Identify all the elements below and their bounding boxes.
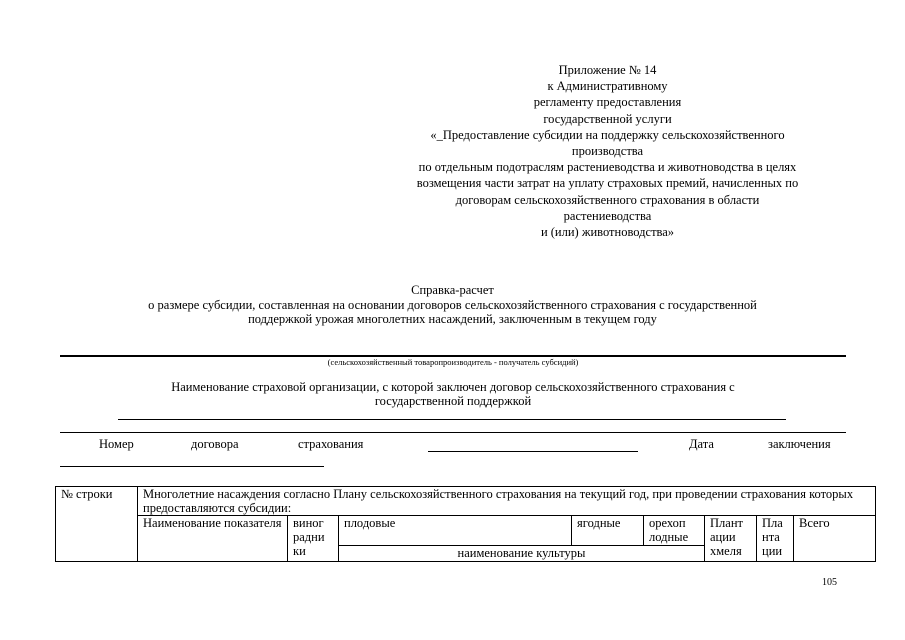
hops-plantations-header: Плант ации хмеля (705, 516, 757, 562)
berry-header: ягодные (572, 516, 644, 546)
subsidy-table (55, 486, 876, 562)
annex-header (370, 62, 845, 240)
annex-line: Приложение № 14 (558, 63, 657, 77)
contract-word-date: Дата (689, 437, 714, 451)
recipient-caption: (сельскохозяйственный товаропроизводитель - получатель субсидий) (327, 357, 579, 367)
fruit-header: плодовые (339, 516, 572, 546)
insurer-label (60, 381, 846, 408)
insurer-fill-line (118, 419, 786, 420)
certificate-subtitle-line: о размере субсидии, составленная на основании договоров сельскохозяйственного страхования с государственной (148, 297, 757, 312)
crop-name-header: наименование культуры (339, 546, 705, 562)
contract-date-fill-line (60, 466, 324, 467)
annex-line: регламенту предоставления (533, 95, 682, 110)
plantations-header: Пла нта ции (757, 516, 794, 562)
contract-word-number: Номер (99, 437, 134, 451)
vineyards-header: виног радни ки (288, 516, 339, 562)
annex-line: к Административному (547, 79, 668, 94)
annex-line: по отдельным подотраслям растениеводства и животноводства в целях (418, 160, 797, 175)
perennial-plantings-header: Многолетние насаждения согласно Плану сельскохозяйственного страхования на текущий год, при проведении страхования которых предоставляются субсидии: (138, 487, 876, 516)
contract-word-insurance: страхования (298, 437, 364, 451)
total-header: Всего (794, 516, 876, 562)
insurer-label-line: государственной поддержкой (374, 393, 532, 408)
certificate-title-block (40, 283, 865, 327)
certificate-subtitle-line: поддержкой урожая многолетних насаждений, заключенным в текущем году (248, 312, 657, 326)
insurer-label-line: Наименование страховой организации, с которой заключен договор сельскохозяйственного страхования с (171, 380, 735, 394)
annex-line: растениеводства (563, 208, 652, 223)
annex-line: производства (571, 144, 644, 159)
annex-line: возмещения части затрат на уплату страховых премий, начисленных по (416, 176, 799, 191)
annex-line: «_Предоставление субсидии на поддержку сельскохозяйственного (430, 127, 785, 142)
contract-number-fill-line (428, 451, 638, 452)
page-number: 105 (822, 577, 837, 588)
contract-word-conclusion: заключения (768, 437, 831, 451)
annex-line: и (или) животноводства» (540, 225, 675, 240)
indicator-name-header: Наименование показателя (138, 516, 288, 562)
contract-word-contract: договора (191, 437, 239, 451)
nut-header: орехоп лодные (644, 516, 705, 546)
certificate-title: Справка-расчет (411, 283, 494, 297)
separator-line (60, 432, 846, 433)
annex-line: государственной услуги (543, 111, 672, 126)
row-number-header: № строки (56, 487, 138, 562)
annex-line: договорам сельскохозяйственного страхования в области (455, 192, 760, 207)
